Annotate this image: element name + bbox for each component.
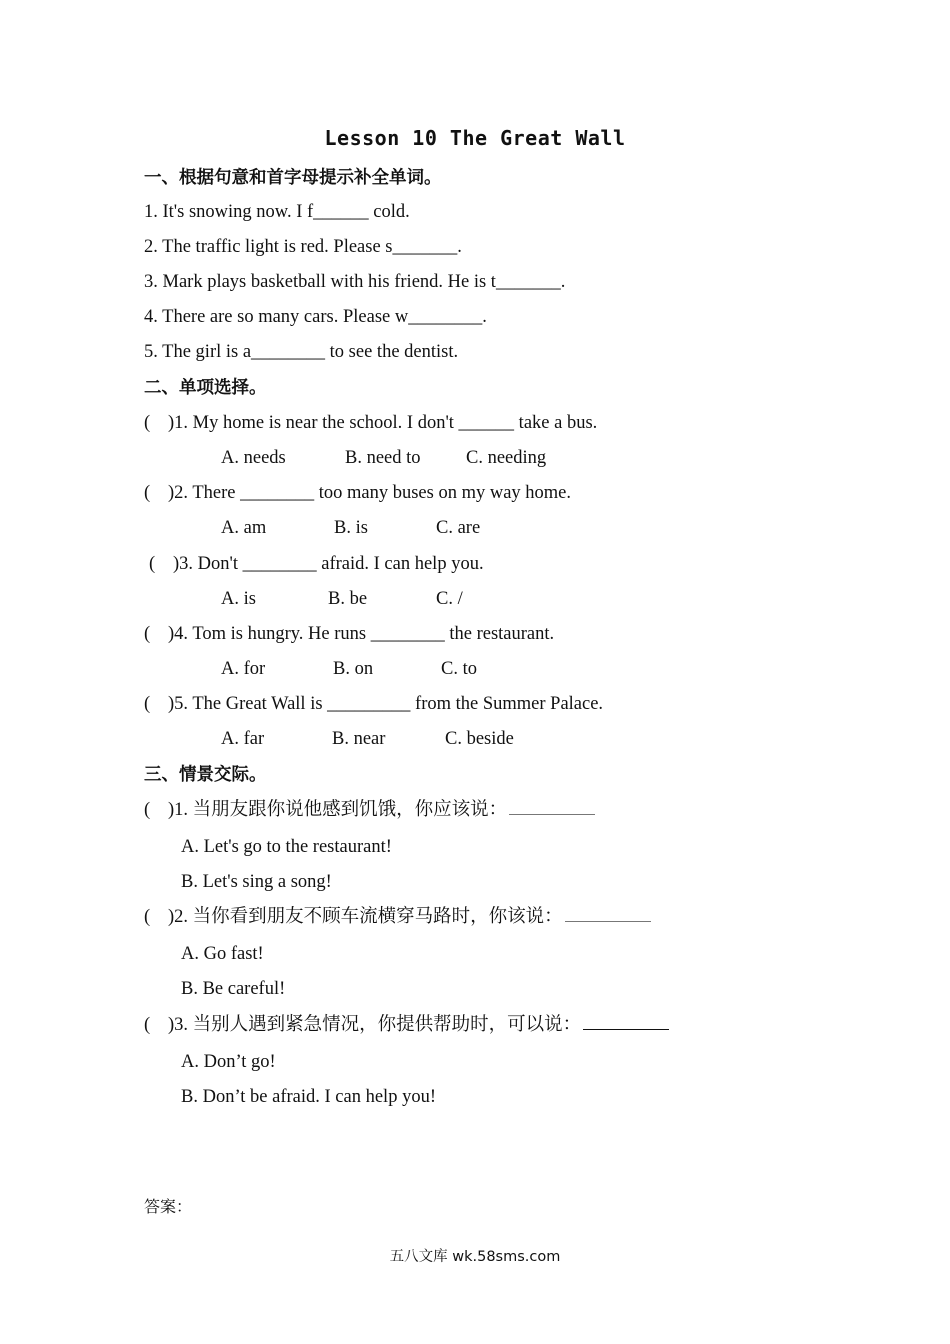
section2-heading: 二、单项选择。 [144,378,267,398]
mc-option-c: C. beside [445,729,514,749]
mc-option-b: B. on [333,659,374,679]
answer-blank [509,800,595,815]
section1-item: 3. Mark plays basketball with his friend. He is t_______. [144,272,566,292]
mc-option-c: C. are [436,518,481,538]
dialog-question: ( )1. 当朋友跟你说他感到饥饿，你应该说： [144,798,595,822]
dialog-option-b: B. Don’t be afraid. I can help you! [181,1087,436,1107]
dialog-option-a: A. Let's go to the restaurant! [181,837,392,857]
page-title: Lesson 10 The Great Wall [324,126,626,150]
mc-option-b: B. near [332,729,386,749]
mc-question: ( )2. There ________ too many buses on my way home. [144,483,572,503]
section3-heading: 三、情景交际。 [144,765,267,785]
section1-item: 5. The girl is a________ to see the dentist. [144,342,459,362]
mc-option-c: C. needing [466,448,547,468]
mc-option-b: B. be [328,589,368,609]
mc-question: ( )3. Don't ________ afraid. I can help you. [149,554,484,574]
answer-blank [583,1015,669,1030]
dialog-option-b: B. Let's sing a song! [181,872,332,892]
mc-question: ( )4. Tom is hungry. He runs ________ the restaurant. [144,624,555,644]
section1-item: 1. It's snowing now. I f______ cold. [144,202,410,222]
mc-option-a: A. far [221,729,265,749]
dialog-option-b: B. Be careful! [181,979,286,999]
mc-option-b: B. need to [345,448,421,468]
dialog-option-a: A. Go fast! [181,944,264,964]
mc-option-b: B. is [334,518,368,538]
dialog-option-a: A. Don’t go! [181,1052,276,1072]
mc-question: ( )5. The Great Wall is _________ from the Summer Palace. [144,694,604,714]
section1-heading: 一、根据句意和首字母提示补全单词。 [144,168,442,188]
section1-item: 4. There are so many cars. Please w________. [144,307,487,327]
mc-option-c: C. / [436,589,463,609]
dialog-question: ( )2. 当你看到朋友不顾车流横穿马路时，你该说： [144,905,651,929]
mc-option-a: A. am [221,518,267,538]
mc-option-c: C. to [441,659,477,679]
dialog-question: ( )3. 当别人遇到紧急情况，你提供帮助时，可以说： [144,1013,669,1037]
answer-blank [565,907,651,922]
section1-item: 2. The traffic light is red. Please s_______. [144,237,462,257]
mc-question: ( )1. My home is near the school. I don't ______ take a bus. [144,413,598,433]
mc-option-a: A. needs [221,448,286,468]
mc-option-a: A. is [221,589,256,609]
footer-watermark: 五八文库 wk.58sms.com [389,1249,561,1265]
mc-option-a: A. for [221,659,266,679]
answer-label: 答案： [144,1197,193,1216]
